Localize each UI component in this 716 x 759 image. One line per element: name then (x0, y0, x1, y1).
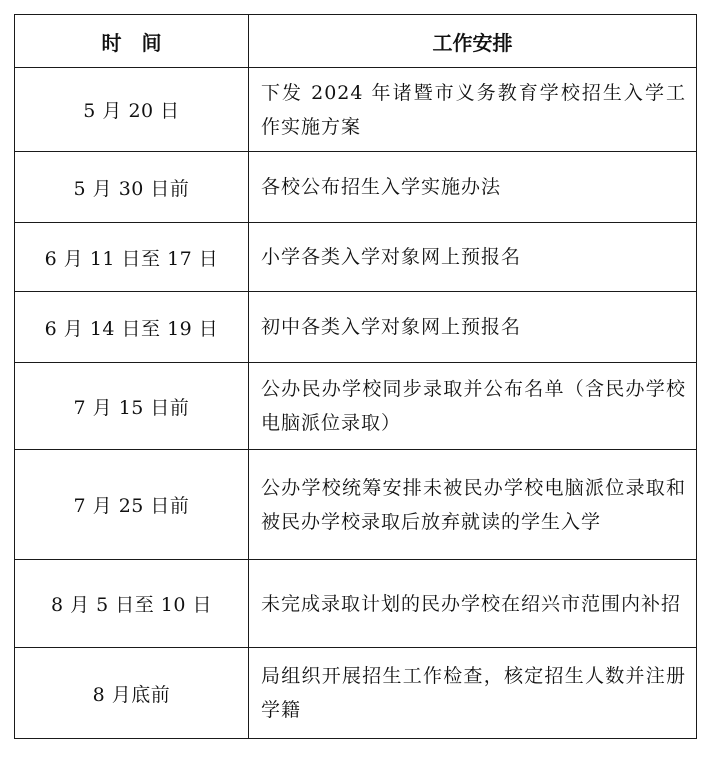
table-row (15, 363, 697, 450)
enrollment-schedule-table (14, 14, 697, 739)
time-cell: 7 月 25 日前 (15, 450, 249, 560)
task-cell: 初中各类入学对象网上预报名 (249, 292, 697, 363)
time-cell: 5 月 30 日前 (15, 152, 249, 223)
table-row (15, 648, 697, 739)
time-cell: 5 月 20 日 (15, 68, 249, 152)
table-row (15, 152, 697, 223)
time-cell: 6 月 14 日至 19 日 (15, 292, 249, 363)
time-cell: 7 月 15 日前 (15, 363, 249, 450)
task-cell: 下发 2024 年诸暨市义务教育学校招生入学工作实施方案 (249, 68, 697, 152)
header-time: 时 间 (15, 15, 249, 68)
task-cell: 公办学校统筹安排未被民办学校电脑派位录取和被民办学校录取后放弃就读的学生入学 (249, 450, 697, 560)
time-cell: 8 月 5 日至 10 日 (15, 560, 249, 648)
table-row (15, 223, 697, 292)
table-row (15, 68, 697, 152)
table-row (15, 560, 697, 648)
time-cell: 8 月底前 (15, 648, 249, 739)
task-cell: 局组织开展招生工作检查，核定招生人数并注册学籍 (249, 648, 697, 739)
task-cell: 各校公布招生入学实施办法 (249, 152, 697, 223)
task-cell: 小学各类入学对象网上预报名 (249, 223, 697, 292)
task-cell: 未完成录取计划的民办学校在绍兴市范围内补招 (249, 560, 697, 648)
header-task: 工作安排 (249, 15, 697, 68)
task-cell: 公办民办学校同步录取并公布名单（含民办学校电脑派位录取） (249, 363, 697, 450)
time-cell: 6 月 11 日至 17 日 (15, 223, 249, 292)
table-header-row (15, 15, 697, 68)
table-row (15, 292, 697, 363)
table-row (15, 450, 697, 560)
